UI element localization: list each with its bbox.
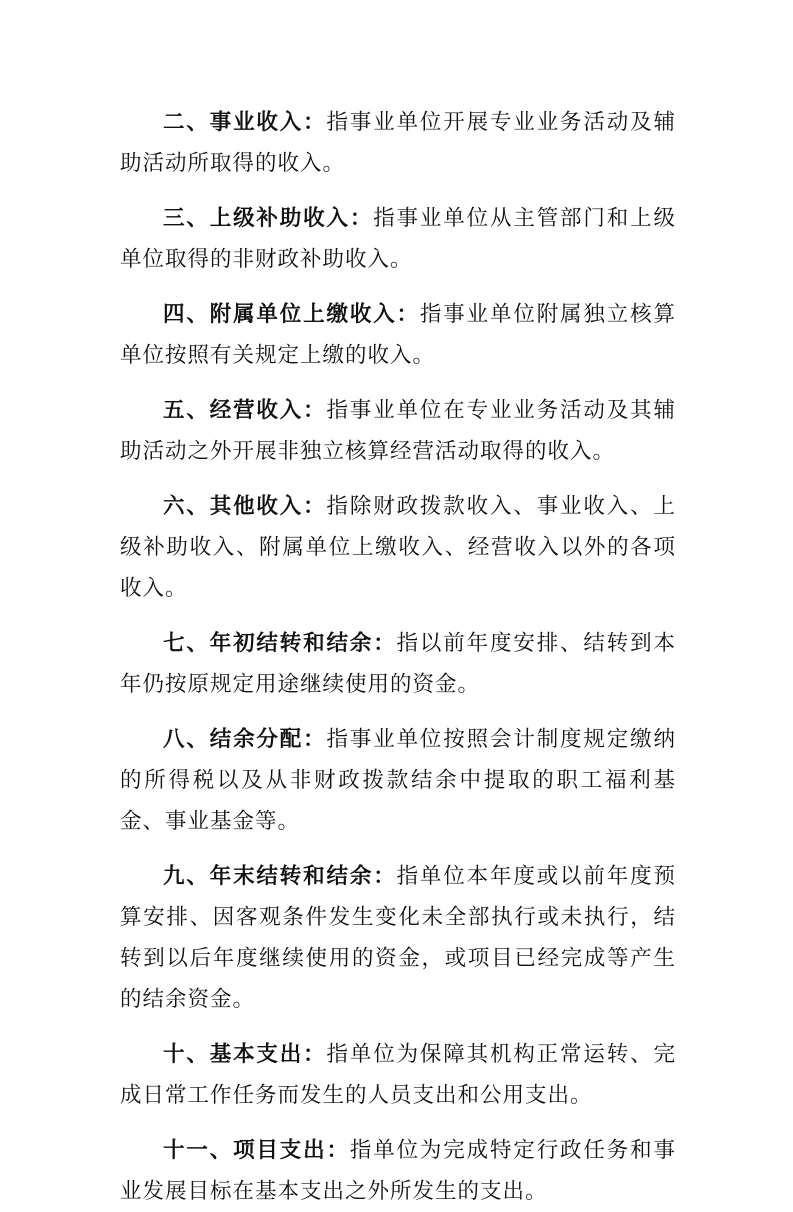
term-definition: 指事业单位从主管部门和上级单位取得的非财政补助收入。	[120, 206, 676, 272]
term-definition: 指除财政拨款收入、事业收入、上级补助收入、附属单位上缴收入、经营收入以外的各项收入。	[120, 494, 676, 601]
term-label: 十一、项目支出：	[163, 1138, 350, 1163]
paragraph-operating-income	[120, 390, 676, 472]
paragraph-surplus-distribution	[120, 719, 676, 842]
term-definition: 指事业单位附属独立核算单位按照有关规定上缴的收入。	[120, 302, 676, 368]
term-definition: 指事业单位开展专业业务活动及辅助活动所取得的收入。	[120, 110, 676, 176]
paragraph-basic-expenditure	[120, 1034, 676, 1116]
paragraph-superior-subsidy-income	[120, 198, 676, 280]
paragraph-opening-carryover	[120, 623, 676, 705]
paragraph-project-expenditure	[120, 1130, 676, 1212]
paragraph-affiliated-unit-income	[120, 294, 676, 376]
document-page	[120, 102, 676, 1212]
term-label: 九、年末结转和结余：	[163, 864, 397, 889]
paragraph-closing-carryover	[120, 856, 676, 1020]
term-definition: 指事业单位在专业业务活动及其辅助活动之外开展非独立核算经营活动取得的收入。	[120, 398, 676, 464]
term-label: 四、附属单位上缴收入：	[163, 302, 420, 327]
term-definition: 指事业单位按照会计制度规定缴纳的所得税以及从非财政拨款结余中提取的职工福利基金、事业基金等。	[120, 727, 676, 834]
term-label: 七、年初结转和结余：	[163, 631, 397, 656]
term-label: 五、经营收入：	[163, 398, 327, 423]
term-definition: 指单位为完成特定行政任务和事业发展目标在基本支出之外所发生的支出。	[120, 1138, 676, 1204]
term-label: 十、基本支出：	[163, 1042, 327, 1067]
term-label: 二、事业收入：	[163, 110, 327, 135]
term-definition: 指单位为保障其机构正常运转、完成日常工作任务而发生的人员支出和公用支出。	[120, 1042, 676, 1108]
paragraph-other-income	[120, 486, 676, 609]
term-definition: 指以前年度安排、结转到本年仍按原规定用途继续使用的资金。	[120, 631, 676, 697]
term-label: 六、其他收入：	[163, 494, 327, 519]
paragraph-business-income	[120, 102, 676, 184]
term-label: 八、结余分配：	[163, 727, 327, 752]
term-label: 三、上级补助收入：	[163, 206, 374, 231]
term-definition: 指单位本年度或以前年度预算安排、因客观条件发生变化未全部执行或未执行，结转到以后年度继续使用的资金，或项目已经完成等产生的结余资金。	[120, 864, 676, 1012]
